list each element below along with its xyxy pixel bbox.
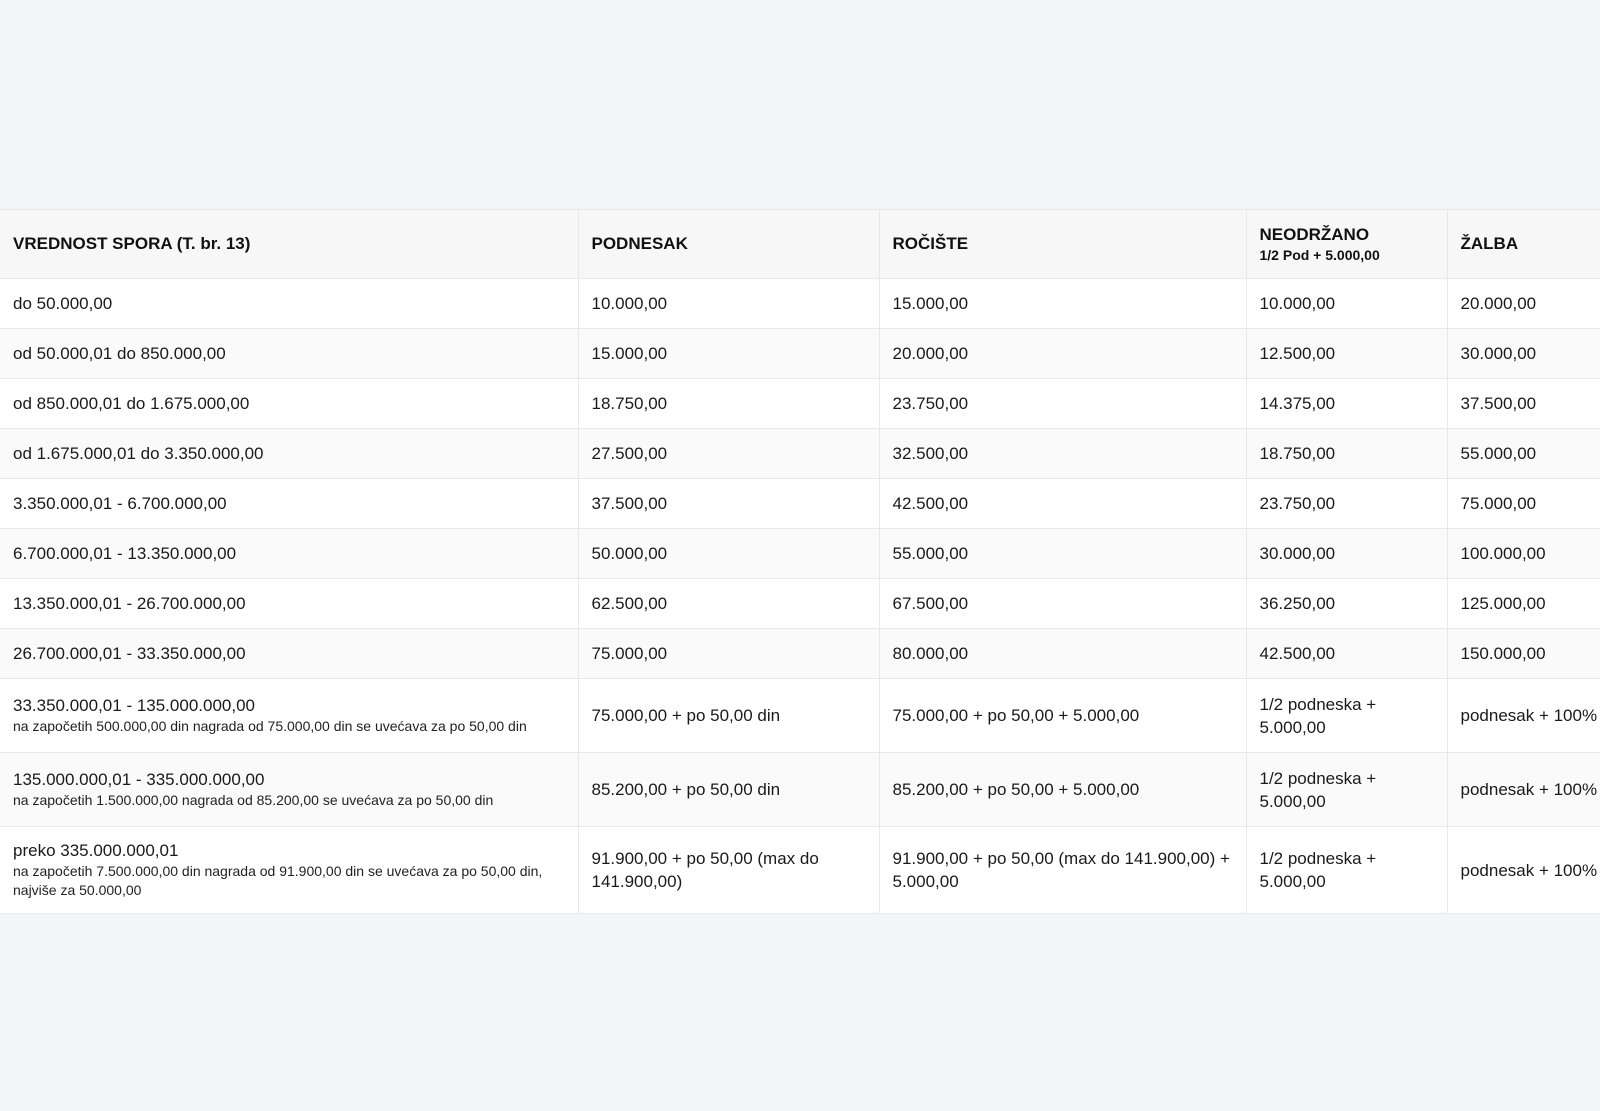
fee-table [0,210,1600,914]
cell-range [0,529,578,579]
table-row [0,379,1600,429]
cell-neodrzano: 18.750,00 [1246,429,1447,479]
cell-zalba: 100.000,00 [1447,529,1600,579]
cell-zalba: 55.000,00 [1447,429,1600,479]
range-text: 135.000.000,01 - 335.000.000,00 [13,770,265,789]
range-text: 6.700.000,01 - 13.350.000,00 [13,543,237,563]
cell-rociste: 20.000,00 [879,329,1246,379]
cell-zalba: 150.000,00 [1447,629,1600,679]
header-neodrzano: NEODRŽANO 1/2 Pod + 5.000,00 [1246,210,1447,279]
table-row [0,753,1600,827]
cell-zalba: 20.000,00 [1447,279,1600,329]
cell-rociste: 91.900,00 + po 50,00 (max do 141.900,00) + 5.000,00 [879,827,1246,914]
cell-range [0,579,578,629]
cell-range [0,679,578,753]
cell-neodrzano: 1/2 podneska + 5.000,00 [1246,827,1447,914]
cell-rociste: 23.750,00 [879,379,1246,429]
header-neodrzano-sub: 1/2 Pod + 5.000,00 [1259,247,1380,263]
cell-range [0,753,578,827]
range-note: na započetih 1.500.000,00 nagrada od 85.200,00 se uvećava za po 50,00 din [13,792,494,808]
cell-rociste: 15.000,00 [879,279,1246,329]
cell-neodrzano: 1/2 podneska + 5.000,00 [1246,753,1447,827]
table-row [0,429,1600,479]
range-text: preko 335.000.000,01 [13,841,179,860]
cell-range [0,629,578,679]
cell-neodrzano: 42.500,00 [1246,629,1447,679]
cell-podnesak: 50.000,00 [578,529,879,579]
range-text: od 1.675.000,01 do 3.350.000,00 [13,443,264,463]
cell-podnesak: 75.000,00 [578,629,879,679]
cell-podnesak: 37.500,00 [578,479,879,529]
range-text: 33.350.000,01 - 135.000.000,00 [13,696,255,715]
range-note: na započetih 7.500.000,00 din nagrada od 91.900,00 din se uvećava za po 50,00 din, najviše za 50.000,00 [13,863,543,898]
header-zalba: ŽALBA [1447,210,1600,279]
cell-neodrzano: 12.500,00 [1246,329,1447,379]
range-text: od 850.000,01 do 1.675.000,00 [13,393,250,413]
cell-range [0,429,578,479]
cell-rociste: 67.500,00 [879,579,1246,629]
table-row [0,629,1600,679]
range-text: 26.700.000,01 - 33.350.000,00 [13,643,246,663]
cell-zalba: 37.500,00 [1447,379,1600,429]
cell-range [0,279,578,329]
cell-zalba: podnesak + 100% [1447,679,1600,753]
table-row [0,329,1600,379]
cell-rociste: 75.000,00 + po 50,00 + 5.000,00 [879,679,1246,753]
cell-neodrzano: 36.250,00 [1246,579,1447,629]
table-row [0,529,1600,579]
cell-neodrzano: 30.000,00 [1246,529,1447,579]
cell-zalba: podnesak + 100% [1447,827,1600,914]
header-podnesak: PODNESAK [578,210,879,279]
table-row [0,679,1600,753]
table-row [0,279,1600,329]
cell-range [0,479,578,529]
cell-range [0,379,578,429]
table-body [0,279,1600,914]
table-row [0,827,1600,914]
cell-zalba: podnesak + 100% [1447,753,1600,827]
cell-rociste: 32.500,00 [879,429,1246,479]
range-text: 3.350.000,01 - 6.700.000,00 [13,493,227,513]
cell-range [0,827,578,914]
cell-rociste: 80.000,00 [879,629,1246,679]
cell-podnesak: 85.200,00 + po 50,00 din [578,753,879,827]
cell-podnesak: 75.000,00 + po 50,00 din [578,679,879,753]
cell-range [0,329,578,379]
cell-podnesak: 62.500,00 [578,579,879,629]
cell-neodrzano: 23.750,00 [1246,479,1447,529]
range-text: do 50.000,00 [13,293,113,313]
cell-zalba: 30.000,00 [1447,329,1600,379]
range-text: 13.350.000,01 - 26.700.000,00 [13,593,246,613]
header-value: VREDNOST SPORA (T. br. 13) [0,210,578,279]
cell-neodrzano: 10.000,00 [1246,279,1447,329]
cell-podnesak: 91.900,00 + po 50,00 (max do 141.900,00) [578,827,879,914]
table-header [0,210,1600,279]
cell-zalba: 75.000,00 [1447,479,1600,529]
table-row [0,579,1600,629]
cell-zalba: 125.000,00 [1447,579,1600,629]
cell-podnesak: 18.750,00 [578,379,879,429]
cell-rociste: 55.000,00 [879,529,1246,579]
cell-neodrzano: 1/2 podneska + 5.000,00 [1246,679,1447,753]
fee-table-container [0,209,1600,914]
table-row [0,479,1600,529]
cell-podnesak: 15.000,00 [578,329,879,379]
cell-podnesak: 27.500,00 [578,429,879,479]
header-rociste: ROČIŠTE [879,210,1246,279]
header-row [0,210,1600,279]
cell-podnesak: 10.000,00 [578,279,879,329]
cell-rociste: 42.500,00 [879,479,1246,529]
cell-neodrzano: 14.375,00 [1246,379,1447,429]
range-note: na započetih 500.000,00 din nagrada od 75.000,00 din se uvećava za po 50,00 din [13,718,527,734]
cell-rociste: 85.200,00 + po 50,00 + 5.000,00 [879,753,1246,827]
range-text: od 50.000,01 do 850.000,00 [13,343,226,363]
